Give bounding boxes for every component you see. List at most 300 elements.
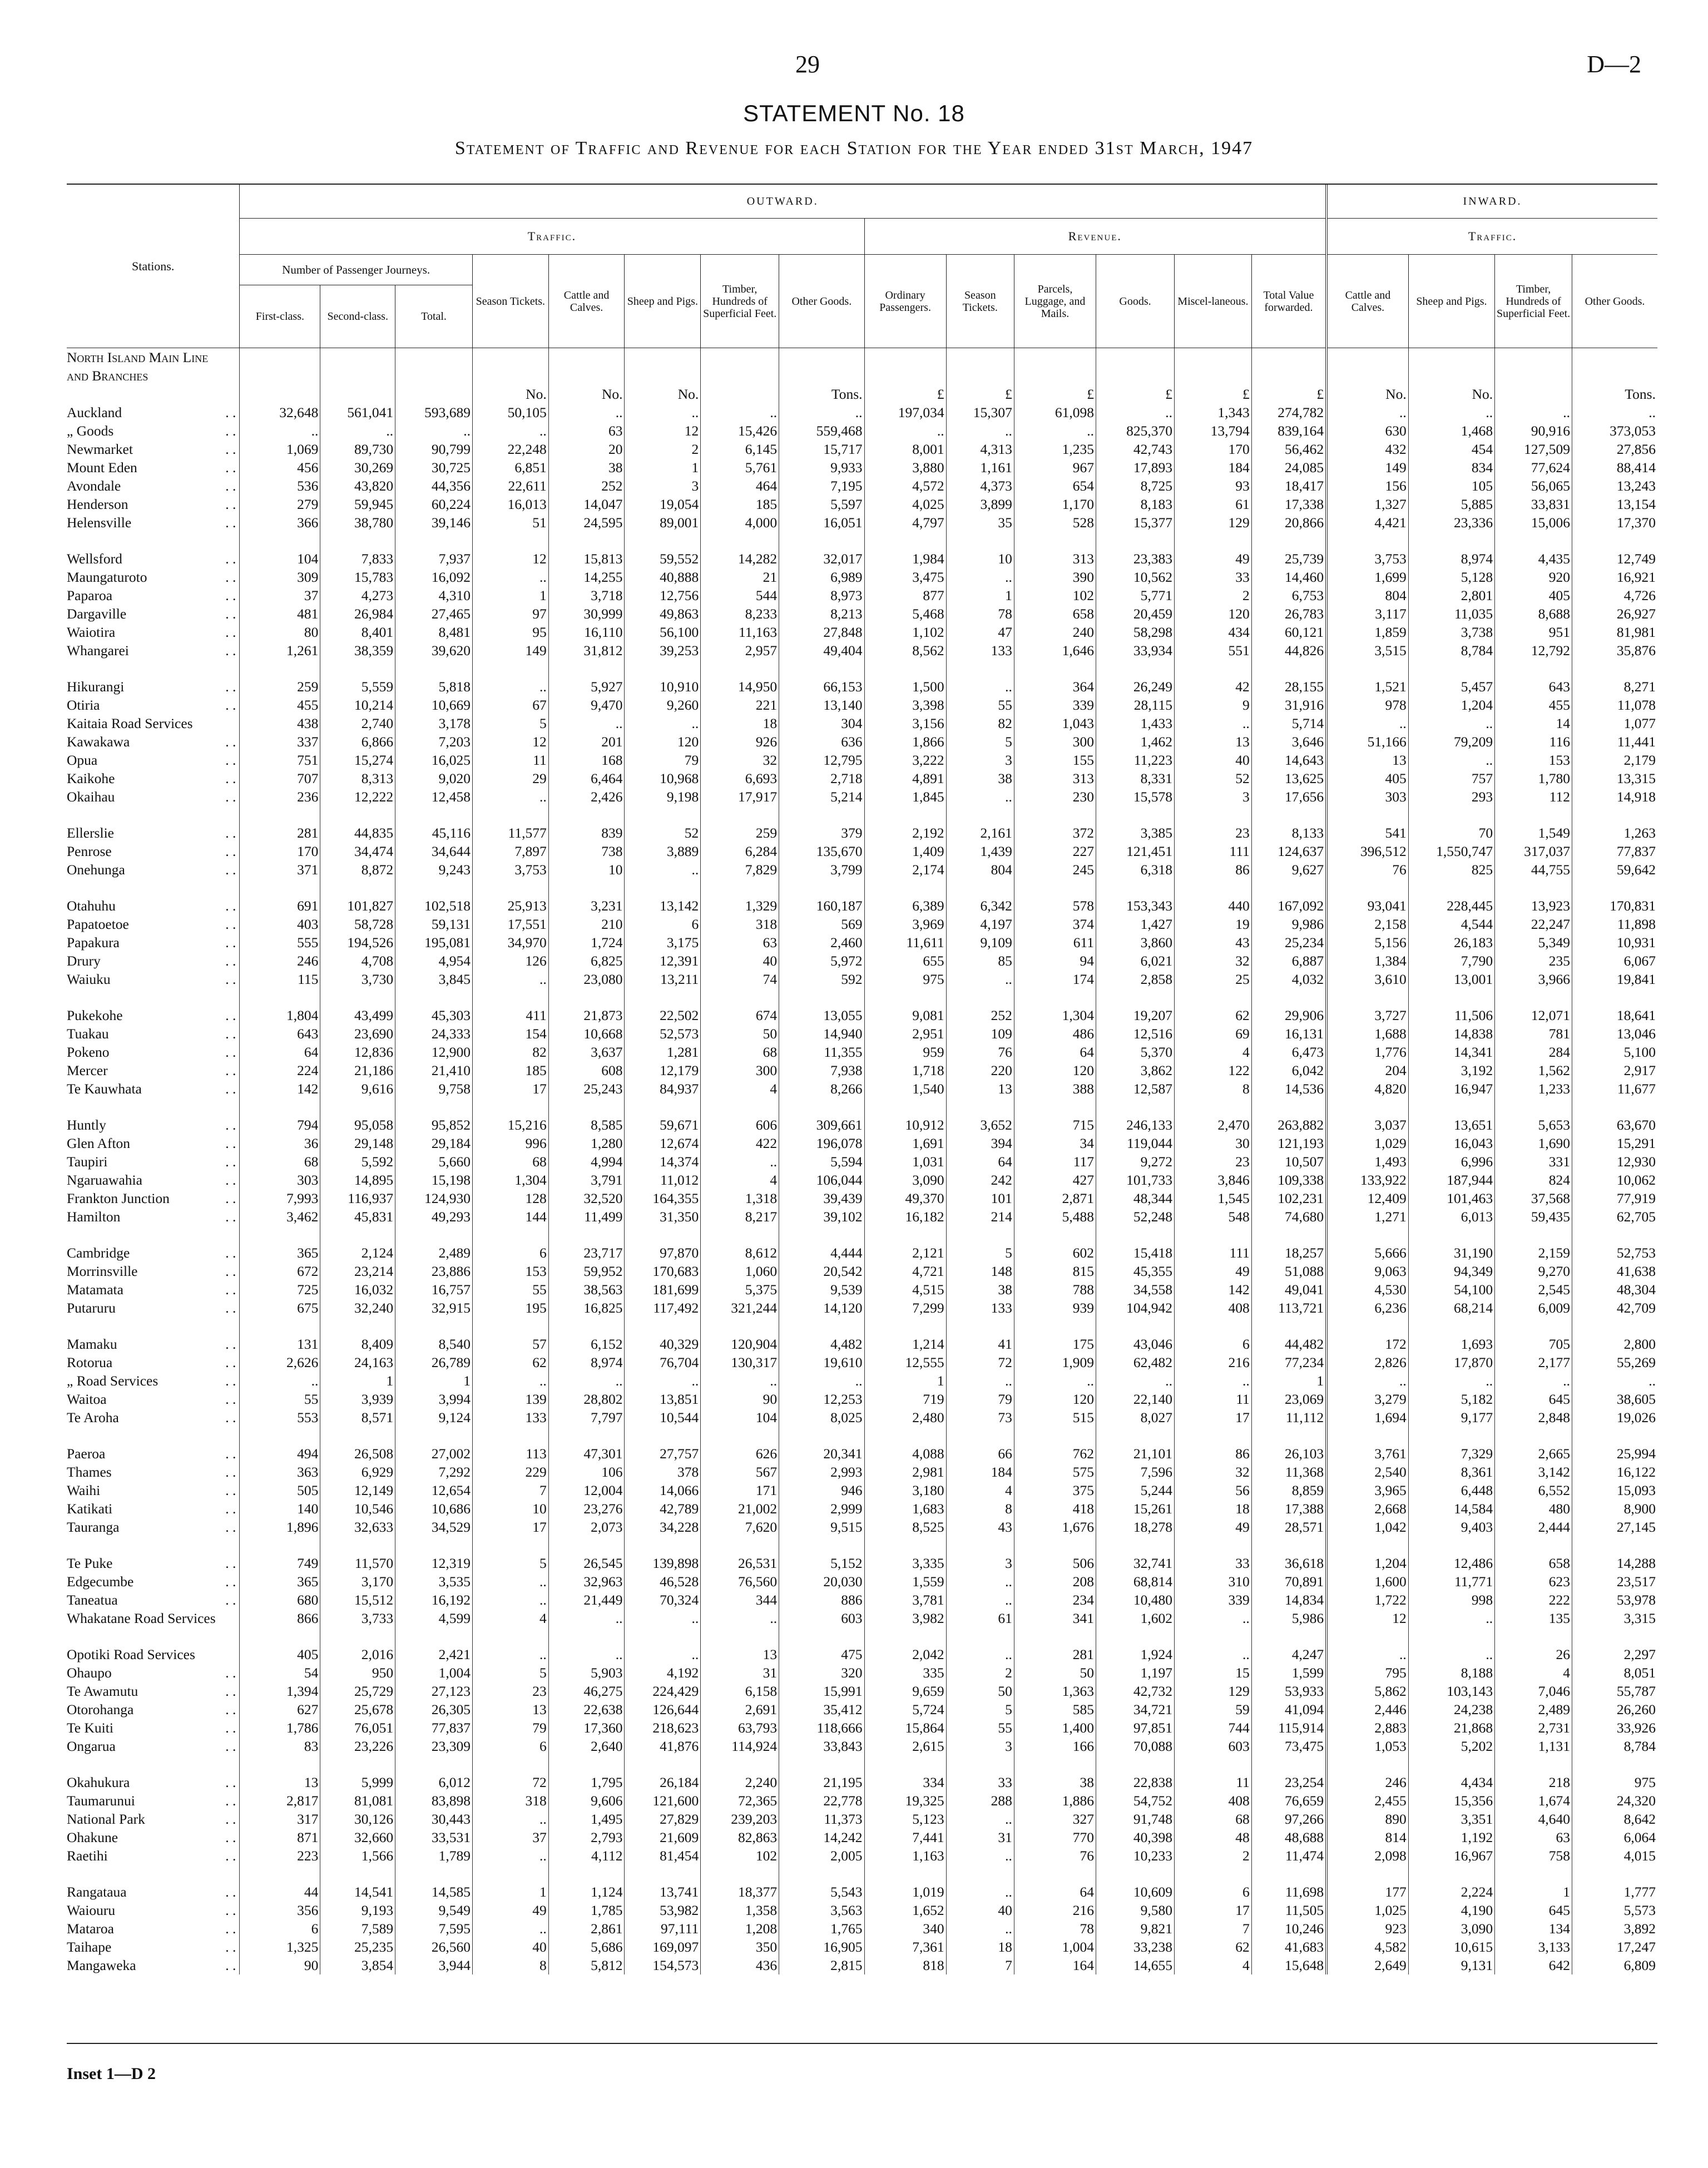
station-name — [67, 1682, 240, 1700]
table-cell: 408 — [1174, 1791, 1251, 1810]
spacer-cell — [779, 1098, 864, 1116]
table-cell: 31,350 — [625, 1207, 701, 1226]
table-cell: 97,266 — [1251, 1810, 1326, 1828]
table-cell: 1,263 — [1572, 824, 1657, 842]
page-header — [0, 50, 1708, 83]
header-season-tickets: Season Tickets. — [472, 255, 548, 348]
table-cell: 91,748 — [1096, 1810, 1175, 1828]
table-cell: 9,198 — [625, 788, 701, 806]
table-cell: 48,344 — [1096, 1189, 1175, 1207]
table-cell: 25,913 — [472, 897, 548, 915]
leader-dots: . . — [225, 1135, 236, 1151]
table-cell: 7,829 — [701, 860, 779, 879]
table-cell: 50,105 — [472, 403, 548, 422]
table-cell: 56,462 — [1251, 440, 1326, 458]
table-row — [67, 842, 1657, 860]
table-cell: 16,182 — [864, 1207, 946, 1226]
station-label: Penrose — [67, 843, 112, 859]
table-cell: 23,226 — [320, 1737, 395, 1755]
table-cell: 13,851 — [625, 1390, 701, 1408]
table-cell: 68,814 — [1096, 1572, 1175, 1591]
empty-cell — [240, 367, 320, 385]
table-cell: 300 — [701, 1061, 779, 1080]
table-cell: 55,787 — [1572, 1682, 1657, 1700]
table-cell: 23,309 — [395, 1737, 473, 1755]
header-miscellaneous: Miscel-laneous. — [1174, 255, 1251, 348]
table-cell: 2,489 — [1495, 1700, 1572, 1719]
table-cell: 608 — [548, 1061, 625, 1080]
table-cell: 1,363 — [1014, 1682, 1096, 1700]
table-cell: 38,359 — [320, 641, 395, 660]
table-cell: 281 — [240, 824, 320, 842]
table-cell: 42,789 — [625, 1499, 701, 1518]
table-cell: 427 — [1014, 1171, 1096, 1189]
station-name — [67, 842, 240, 860]
empty-cell — [1174, 348, 1251, 367]
table-cell: 14,838 — [1408, 1024, 1494, 1043]
table-cell: 2,174 — [864, 860, 946, 879]
table-cell: 2,615 — [864, 1737, 946, 1755]
station-name — [67, 1847, 240, 1865]
table-cell: 30,725 — [395, 458, 473, 477]
spacer-cell — [240, 660, 320, 677]
spacer-cell — [395, 1226, 473, 1244]
table-cell: 1,004 — [1014, 1938, 1096, 1956]
table-cell: 51 — [472, 513, 548, 532]
station-name — [67, 1353, 240, 1372]
table-cell: 86 — [1174, 1444, 1251, 1463]
table-cell: 15,648 — [1251, 1956, 1326, 1974]
table-cell: 1 — [625, 458, 701, 477]
table-cell: 23,254 — [1251, 1773, 1326, 1791]
station-label: Drury — [67, 953, 101, 969]
table-cell: 168 — [548, 751, 625, 769]
table-cell: 121,193 — [1251, 1134, 1326, 1152]
table-cell: 94 — [1014, 952, 1096, 970]
table-cell: 28,115 — [1096, 696, 1175, 714]
table-cell: 2,993 — [779, 1463, 864, 1481]
table-cell: 120 — [1014, 1390, 1096, 1408]
spacer-cell — [1572, 1226, 1657, 1244]
table-cell: 5,156 — [1326, 933, 1408, 952]
table-cell: 12,674 — [625, 1134, 701, 1152]
table-cell: 6,693 — [701, 769, 779, 788]
table-cell: .. — [472, 422, 548, 440]
table-cell: 77,624 — [1495, 458, 1572, 477]
table-cell: .. — [1408, 403, 1494, 422]
table-cell: 11,355 — [779, 1043, 864, 1061]
table-row — [67, 1664, 1657, 1682]
spacer-cell — [1251, 1755, 1326, 1773]
table-cell: 6,929 — [320, 1463, 395, 1481]
spacer-cell — [864, 806, 946, 824]
spacer-cell — [1174, 1427, 1251, 1444]
spacer-cell — [625, 1317, 701, 1335]
table-cell: 13 — [240, 1773, 320, 1791]
table-cell: 60,121 — [1251, 623, 1326, 641]
table-cell: 2,480 — [864, 1408, 946, 1427]
table-cell: 128 — [472, 1189, 548, 1207]
leader-dots: . . — [225, 1482, 236, 1498]
footer-inset: Inset 1—D 2 — [67, 2065, 156, 2083]
spacer-cell — [779, 1865, 864, 1883]
spacer-cell — [1408, 1865, 1494, 1883]
table-cell: 6,013 — [1408, 1207, 1494, 1226]
table-row — [67, 1280, 1657, 1299]
table-cell: .. — [779, 403, 864, 422]
table-row — [67, 732, 1657, 751]
table-cell: 263,882 — [1251, 1116, 1326, 1134]
traffic-revenue-table — [67, 185, 1657, 1974]
table-cell: 3,733 — [320, 1609, 395, 1627]
table-cell: 11 — [1174, 1773, 1251, 1791]
table-cell: 32,963 — [548, 1572, 625, 1591]
table-cell: 578 — [1014, 897, 1096, 915]
table-cell: 39,620 — [395, 641, 473, 660]
table-cell: 9,272 — [1096, 1152, 1175, 1171]
table-cell: 6,473 — [1251, 1043, 1326, 1061]
spacer-cell — [472, 532, 548, 550]
table-cell: 680 — [240, 1591, 320, 1609]
spacer-cell — [240, 1755, 320, 1773]
table-cell: 133 — [472, 1408, 548, 1427]
spacer-cell — [1096, 1536, 1175, 1554]
table-cell: 1,019 — [864, 1883, 946, 1901]
station-name — [67, 1299, 240, 1317]
spacer-cell — [625, 1226, 701, 1244]
table-cell: 17,360 — [548, 1719, 625, 1737]
table-cell: 3,170 — [320, 1572, 395, 1591]
leader-dots: . . — [225, 953, 236, 969]
table-cell: 52,248 — [1096, 1207, 1175, 1226]
table-cell: 1 — [472, 1883, 548, 1901]
table-cell: 103,143 — [1408, 1682, 1494, 1700]
table-cell: 10,609 — [1096, 1883, 1175, 1901]
table-cell: 2,177 — [1495, 1353, 1572, 1372]
table-cell: 396,512 — [1326, 842, 1408, 860]
table-cell: 11,898 — [1572, 915, 1657, 933]
table-cell: 52,753 — [1572, 1244, 1657, 1262]
leader-dots: . . — [225, 843, 236, 859]
station-name — [67, 1700, 240, 1719]
spacer-cell — [1014, 1098, 1096, 1116]
spacer-cell — [240, 1627, 320, 1645]
table-cell: 5,660 — [395, 1152, 473, 1171]
table-cell: 7 — [946, 1956, 1014, 1974]
table-cell: 22,838 — [1096, 1773, 1175, 1791]
table-row — [67, 568, 1657, 586]
table-cell: .. — [1174, 1645, 1251, 1664]
table-cell: 33 — [946, 1773, 1014, 1791]
table-cell: 32,520 — [548, 1189, 625, 1207]
table-cell: 8,585 — [548, 1116, 625, 1134]
table-cell: 8,001 — [864, 440, 946, 458]
table-cell: 1 — [395, 1372, 473, 1390]
spacer-cell — [240, 988, 320, 1006]
spacer-cell — [320, 1627, 395, 1645]
table-cell: 4,310 — [395, 586, 473, 605]
table-row — [67, 1609, 1657, 1627]
spacer-cell — [1408, 806, 1494, 824]
table-cell: 77,837 — [1572, 842, 1657, 860]
empty-cell — [1251, 367, 1326, 385]
table-cell: 74 — [701, 970, 779, 988]
table-cell: 149 — [1326, 458, 1408, 477]
table-cell: 218,623 — [625, 1719, 701, 1737]
table-cell: 16,122 — [1572, 1463, 1657, 1481]
table-row — [67, 1700, 1657, 1719]
spacer-cell — [395, 1427, 473, 1444]
table-cell: 113 — [472, 1444, 548, 1463]
table-row — [67, 1134, 1657, 1152]
table-cell: 758 — [1495, 1847, 1572, 1865]
table-cell: 11,505 — [1251, 1901, 1326, 1919]
table-row — [67, 1901, 1657, 1919]
spacer-cell — [67, 532, 240, 550]
station-name — [67, 1280, 240, 1299]
table-cell: 749 — [240, 1554, 320, 1572]
table-cell: 643 — [240, 1024, 320, 1043]
spacer-cell — [1495, 1427, 1572, 1444]
table-row — [67, 403, 1657, 422]
empty-cell — [548, 348, 625, 367]
table-cell: 339 — [1014, 696, 1096, 714]
table-cell: 97 — [472, 605, 548, 623]
table-cell: 674 — [701, 1006, 779, 1024]
spacer-cell — [1495, 1317, 1572, 1335]
table-cell: 10,507 — [1251, 1152, 1326, 1171]
table-cell: 45,355 — [1096, 1262, 1175, 1280]
table-cell: 16,192 — [395, 1591, 473, 1609]
table-cell: 320 — [779, 1664, 864, 1682]
header-timber-inward: Timber, Hundreds of Superficial Feet. — [1495, 255, 1572, 348]
table-cell: 19,054 — [625, 495, 701, 513]
station-label: National Park — [67, 1811, 145, 1827]
spacer-cell — [320, 988, 395, 1006]
station-label: Hikurangi — [67, 679, 125, 695]
table-cell: 9,403 — [1408, 1518, 1494, 1536]
leader-dots: . . — [225, 1720, 236, 1736]
table-cell: 79 — [472, 1719, 548, 1737]
table-cell: 8,401 — [320, 623, 395, 641]
table-cell: 120 — [625, 732, 701, 751]
spacer-cell — [320, 879, 395, 897]
table-row — [67, 897, 1657, 915]
table-cell: 15,717 — [779, 440, 864, 458]
table-cell: 2,861 — [548, 1919, 625, 1938]
table-cell: 42 — [1174, 677, 1251, 696]
table-cell: 76,051 — [320, 1719, 395, 1737]
table-cell: 54,100 — [1408, 1280, 1494, 1299]
table-cell: 593,689 — [395, 403, 473, 422]
spacer-cell — [1326, 1755, 1408, 1773]
station-label: Te Kauwhata — [67, 1081, 142, 1097]
table-cell: 22,502 — [625, 1006, 701, 1024]
spacer-cell — [1174, 988, 1251, 1006]
table-cell: 3,315 — [1572, 1609, 1657, 1627]
table-row — [67, 1572, 1657, 1591]
table-cell: 72 — [472, 1773, 548, 1791]
table-cell: 12,071 — [1495, 1006, 1572, 1024]
table-cell: 1,691 — [864, 1134, 946, 1152]
station-label: Paeroa — [67, 1446, 106, 1462]
empty-cell — [864, 367, 946, 385]
station-label: Ohaupo — [67, 1665, 112, 1681]
table-cell: 16,043 — [1408, 1134, 1494, 1152]
table-cell: 8,266 — [779, 1080, 864, 1098]
table-cell: 64 — [1014, 1883, 1096, 1901]
table-cell: 93 — [1174, 477, 1251, 495]
table-cell: 2,455 — [1326, 1791, 1408, 1810]
table-cell: 6 — [625, 915, 701, 933]
table-cell: 2,179 — [1572, 751, 1657, 769]
table-cell: 7,589 — [320, 1919, 395, 1938]
table-cell: 379 — [779, 824, 864, 842]
table-cell: 38,780 — [320, 513, 395, 532]
spacer-cell — [1572, 879, 1657, 897]
station-label: „ Road Services — [67, 1373, 159, 1389]
table-cell: 15,261 — [1096, 1499, 1175, 1518]
table-cell: 111 — [1174, 1244, 1251, 1262]
leader-dots: . . — [225, 1519, 236, 1535]
table-cell: 8,361 — [1408, 1463, 1494, 1481]
spacer-cell — [1495, 660, 1572, 677]
table-cell: 14,655 — [1096, 1956, 1175, 1974]
table-cell: 1,521 — [1326, 677, 1408, 696]
table-cell: 77,919 — [1572, 1189, 1657, 1207]
table-row — [67, 1938, 1657, 1956]
table-cell: 76 — [1326, 860, 1408, 879]
table-cell: 12,756 — [625, 586, 701, 605]
table-cell: 25,994 — [1572, 1444, 1657, 1463]
table-cell: 1,786 — [240, 1719, 320, 1737]
table-cell: 15,307 — [946, 403, 1014, 422]
table-cell: 3,563 — [779, 1901, 864, 1919]
table-cell: .. — [472, 1847, 548, 1865]
table-cell: 3,944 — [395, 1956, 473, 1974]
table-row — [67, 1080, 1657, 1098]
table-cell: 81,981 — [1572, 623, 1657, 641]
table-cell: 5,686 — [548, 1938, 625, 1956]
spacer-cell — [625, 1427, 701, 1444]
table-cell: .. — [548, 714, 625, 732]
empty-cell — [1495, 367, 1572, 385]
table-cell: 135,670 — [779, 842, 864, 860]
station-label: Dargaville — [67, 606, 127, 622]
table-cell: 1,776 — [1326, 1043, 1408, 1061]
table-cell: 130,317 — [701, 1353, 779, 1372]
station-name — [67, 1645, 240, 1664]
table-cell: 5 — [472, 1554, 548, 1572]
table-cell: .. — [625, 860, 701, 879]
table-cell: 70,324 — [625, 1591, 701, 1609]
table-cell: 19 — [1174, 915, 1251, 933]
table-cell: 4,954 — [395, 952, 473, 970]
table-cell: 4,482 — [779, 1335, 864, 1353]
table-cell: 17 — [472, 1518, 548, 1536]
spacer-cell — [946, 1427, 1014, 1444]
table-cell: 14,541 — [320, 1883, 395, 1901]
table-cell: 1,777 — [1572, 1883, 1657, 1901]
table-cell: 8,784 — [1572, 1737, 1657, 1755]
table-cell: 1,845 — [864, 788, 946, 806]
table-cell: 795 — [1326, 1664, 1408, 1682]
table-cell: 16,825 — [548, 1299, 625, 1317]
table-cell: 3,899 — [946, 495, 1014, 513]
table-cell: 5,999 — [320, 1773, 395, 1791]
spacer-cell — [472, 879, 548, 897]
table-cell: 11,506 — [1408, 1006, 1494, 1024]
table-cell: 18,377 — [701, 1883, 779, 1901]
section-title: and Branches — [67, 367, 148, 384]
station-label: Waiotira — [67, 624, 116, 640]
table-cell: 1,765 — [779, 1919, 864, 1938]
table-cell: 194,526 — [320, 933, 395, 952]
table-cell: 17,551 — [472, 915, 548, 933]
station-name — [67, 422, 240, 440]
table-cell: 8,688 — [1495, 605, 1572, 623]
table-cell: 12,749 — [1572, 550, 1657, 568]
table-cell: 51,088 — [1251, 1262, 1326, 1280]
table-cell: 13,315 — [1572, 769, 1657, 788]
table-cell: 239,203 — [701, 1810, 779, 1828]
station-name — [67, 403, 240, 422]
table-cell: 48,304 — [1572, 1280, 1657, 1299]
table-cell: 11,771 — [1408, 1572, 1494, 1591]
table-cell: 39,439 — [779, 1189, 864, 1207]
table-cell: 7 — [1174, 1919, 1251, 1938]
table-cell: 8,540 — [395, 1335, 473, 1353]
table-cell: 2,793 — [548, 1828, 625, 1847]
table-cell: 344 — [701, 1591, 779, 1609]
table-cell: 246 — [1326, 1773, 1408, 1791]
table-cell: 1,439 — [946, 842, 1014, 860]
table-cell: 432 — [1326, 440, 1408, 458]
table-cell: 76 — [946, 1043, 1014, 1061]
spacer-cell — [1174, 1317, 1251, 1335]
station-name — [67, 1518, 240, 1536]
spacer-cell — [1408, 660, 1494, 677]
table-cell: 9 — [1174, 696, 1251, 714]
table-cell: 548 — [1174, 1207, 1251, 1226]
table-cell: 4,273 — [320, 586, 395, 605]
table-cell: .. — [1014, 422, 1096, 440]
table-cell: 236 — [240, 788, 320, 806]
group-spacer — [67, 1317, 1657, 1335]
table-cell: 15,991 — [779, 1682, 864, 1700]
station-label: Newmarket — [67, 441, 133, 457]
table-cell: 59,131 — [395, 915, 473, 933]
spacer-cell — [548, 1536, 625, 1554]
table-cell: 38,605 — [1572, 1390, 1657, 1408]
spacer-cell — [1495, 1536, 1572, 1554]
table-cell: 1,676 — [1014, 1518, 1096, 1536]
table-cell: .. — [1326, 714, 1408, 732]
table-cell: 196,078 — [779, 1134, 864, 1152]
table-cell: 804 — [1326, 586, 1408, 605]
table-cell: 120 — [1174, 605, 1251, 623]
table-cell: 21,101 — [1096, 1444, 1175, 1463]
table-cell: .. — [946, 970, 1014, 988]
table-cell: 49 — [1174, 550, 1251, 568]
table-cell: 939 — [1014, 1299, 1096, 1317]
table-cell: 6 — [472, 1244, 548, 1262]
table-cell: 365 — [240, 1244, 320, 1262]
station-name — [67, 1408, 240, 1427]
table-cell: 9,270 — [1495, 1262, 1572, 1280]
table-cell: 33,843 — [779, 1737, 864, 1755]
table-cell: 1,102 — [864, 623, 946, 641]
